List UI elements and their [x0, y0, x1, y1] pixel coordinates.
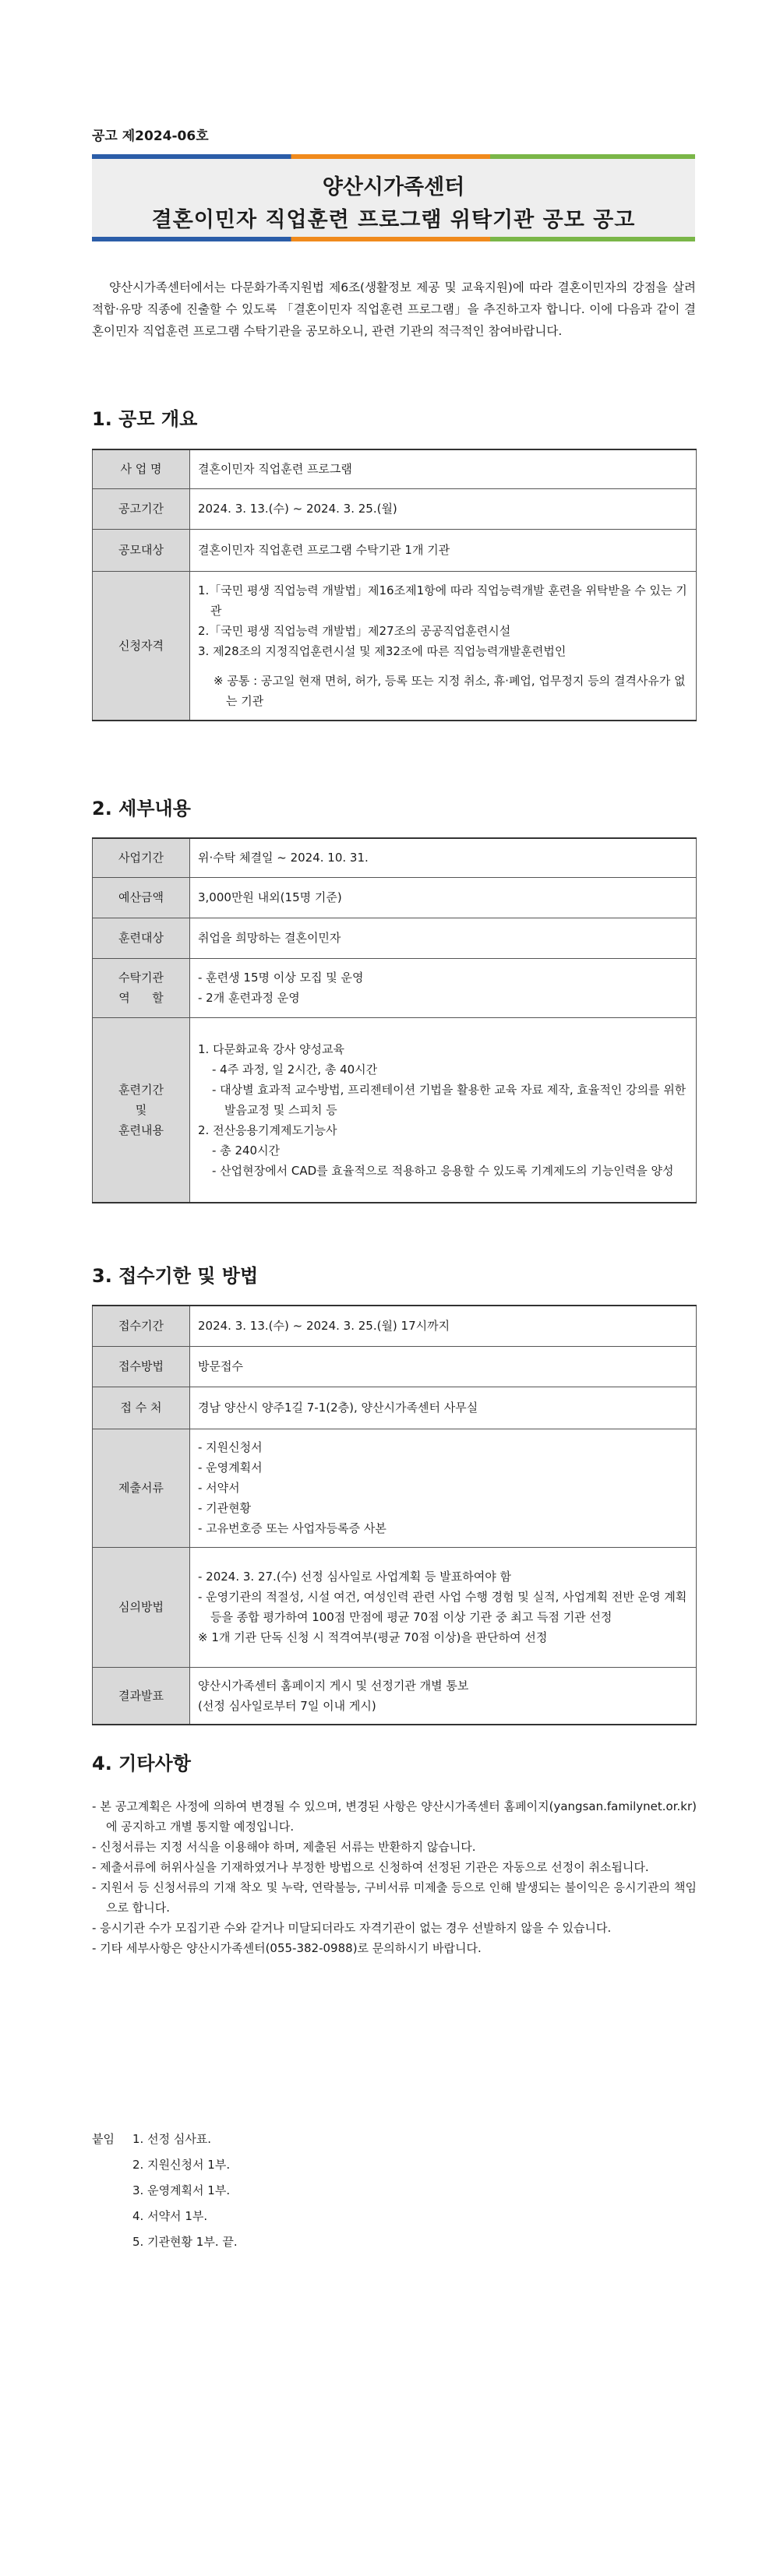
row-value — [190, 958, 697, 1017]
row-value — [190, 571, 697, 721]
result-line: (선정 심사일로부터 7일 이내 게시) — [198, 1698, 376, 1713]
row-label: 공모대상 — [93, 529, 190, 571]
table-row — [93, 449, 697, 488]
row-value: 2024. 3. 13.(수) ~ 2024. 3. 25.(월) — [190, 488, 697, 529]
table-row — [93, 1017, 697, 1203]
role-label-2: 역 할 — [118, 991, 164, 1005]
table-row — [93, 1306, 697, 1346]
table-row — [93, 529, 697, 571]
review-item: - 운영기관의 적절성, 시설 여건, 여성인력 관련 사업 수행 경험 및 실적, 사업계획 전반 운영 계획 등을 종합 평가하여 100점 만점에 평균 70점 이상 기관 중 최고 득점 기관 선정 — [198, 1590, 687, 1624]
table-row — [93, 1547, 697, 1667]
qual-item: 1.「국민 평생 직업능력 개발법」제16조제1항에 따라 직업능력개발 훈련을 위탁받을 수 있는 기관 — [198, 583, 687, 618]
title-box — [92, 154, 695, 241]
row-value — [190, 1667, 697, 1725]
row-value — [190, 1429, 697, 1547]
intro-paragraph: 양산시가족센터에서는 다문화가족지원법 제6조(생활정보 제공 및 교육지원)에 따라 결혼이민자의 강점을 살려 적합·유망 직종에 진출할 수 있도록 「결혼이민자 직업훈련 프로그램」을 추진하고자 합니다. 이에 다음과 같이 결혼이민자 직업훈련 프로그램 수탁기관을 공모하오니, 관련 기관의 적극적인 참여바랍니다. — [92, 280, 696, 338]
doc-item: - 고유번호증 또는 사업자등록증 사본 — [198, 1521, 386, 1535]
application-table — [92, 1305, 697, 1725]
attachment-item: 2. 지원신청서 1부. — [132, 2158, 231, 2172]
row-label — [93, 1017, 190, 1203]
row-label: 사업기간 — [93, 838, 190, 877]
etc-item: - 신청서류는 지정 서식을 이용해야 하며, 제출된 서류는 반환하지 않습니다. — [92, 1840, 476, 1854]
attachment-item: 1. 선정 심사표. — [132, 2132, 212, 2146]
result-line: 양산시가족센터 홈페이지 게시 및 선정기관 개별 통보 — [198, 1678, 469, 1693]
table-row — [93, 1667, 697, 1725]
doc-item: - 운영계획서 — [198, 1461, 263, 1475]
training-label-1: 훈련기간 — [118, 1082, 164, 1097]
training-label-2: 및 — [135, 1102, 147, 1117]
table-row — [93, 1346, 697, 1387]
etc-item: - 제출서류에 허위사실을 기재하였거나 부정한 방법으로 신청하여 선정된 기관은 자동으로 선정이 취소됩니다. — [92, 1860, 649, 1874]
training-label-3: 훈련내용 — [118, 1122, 164, 1137]
row-label: 훈련대상 — [93, 918, 190, 958]
row-label: 신청자격 — [93, 571, 190, 721]
row-value: 3,000만원 내외(15명 기준) — [190, 877, 697, 918]
training-course: 1. 다문화교육 강사 양성교육 — [198, 1041, 345, 1056]
row-label: 접 수 처 — [93, 1387, 190, 1429]
attachment-item: 3. 운영계획서 1부. — [132, 2183, 231, 2197]
doc-item: - 서약서 — [198, 1481, 240, 1495]
etc-item: - 지원서 등 신청서류의 기재 착오 및 누락, 연락불능, 구비서류 미제출 등으로 인해 발생되는 불이익은 응시기관의 책임으로 합니다. — [92, 1880, 697, 1915]
row-label — [93, 958, 190, 1017]
qual-item: 3. 제28조의 지정직업훈련시설 및 제32조에 따른 직업능력개발훈련법인 — [198, 643, 567, 658]
etc-item: - 기타 세부사항은 양산시가족센터(055-382-0988)로 문의하시기 바랍니다. — [92, 1941, 482, 1955]
details-table — [92, 837, 697, 1203]
section-1-title: 1. 공모 개요 — [92, 408, 198, 430]
row-label: 사 업 명 — [93, 449, 190, 488]
row-label: 결과발표 — [93, 1667, 190, 1725]
row-label: 접수방법 — [93, 1346, 190, 1387]
table-row — [93, 488, 697, 529]
training-course: 2. 전산응용기계제도기능사 — [198, 1122, 337, 1137]
row-value: 결혼이민자 직업훈련 프로그램 — [190, 449, 697, 488]
row-value: 취업을 희망하는 결혼이민자 — [190, 918, 697, 958]
attachment-item: 5. 기관현황 1부. 끝. — [132, 2235, 238, 2249]
notice-number: 공고 제2024-06호 — [92, 129, 209, 144]
row-label: 예산금액 — [93, 877, 190, 918]
attachment-item: 4. 서약서 1부. — [132, 2209, 208, 2223]
etc-list — [92, 1796, 697, 1958]
review-item: - 2024. 3. 27.(수) 선정 심사일로 사업계획 등 발표하여야 함 — [198, 1570, 511, 1584]
row-label: 제출서류 — [93, 1429, 190, 1547]
section-2-title: 2. 세부내용 — [92, 798, 191, 819]
doc-item: - 지원신청서 — [198, 1440, 263, 1454]
table-row — [93, 571, 697, 721]
title-bottom-bar — [92, 237, 695, 241]
role-label-1: 수탁기관 — [118, 971, 164, 985]
review-item: ※ 1개 기관 단독 신청 시 적격여부(평균 70점 이상)을 판단하여 선정 — [198, 1630, 548, 1644]
row-value: 위·수탁 체결일 ~ 2024. 10. 31. — [190, 838, 697, 877]
training-detail: - 산업현장에서 CAD를 효율적으로 적용하고 응용할 수 있도록 기계제도의 기능인력을 양성 — [212, 1163, 674, 1178]
training-detail: - 총 240시간 — [212, 1143, 281, 1158]
row-value — [190, 1547, 697, 1667]
table-row — [93, 918, 697, 958]
row-value: 결혼이민자 직업훈련 프로그램 수탁기관 1개 기관 — [190, 529, 697, 571]
table-row — [93, 958, 697, 1017]
training-detail: - 4주 과정, 일 2시간, 총 40시간 — [212, 1062, 378, 1077]
row-value: 2024. 3. 13.(수) ~ 2024. 3. 25.(월) 17시까지 — [190, 1306, 697, 1346]
role-item: - 2개 훈련과정 운영 — [198, 991, 300, 1005]
overview-table — [92, 449, 697, 721]
row-value: 경남 양산시 양주1길 7-1(2층), 양산시가족센터 사무실 — [190, 1387, 697, 1429]
section-3-title: 3. 접수기한 및 방법 — [92, 1265, 259, 1287]
role-item: - 훈련생 15명 이상 모집 및 운영 — [198, 971, 364, 985]
title-line-1: 양산시가족센터 — [322, 175, 465, 199]
row-label: 심의방법 — [93, 1547, 190, 1667]
attachment-lead: 붙임 — [92, 2132, 115, 2146]
title-line-2: 결혼이민자 직업훈련 프로그램 위탁기관 공모 공고 — [151, 208, 636, 232]
etc-item: - 응시기관 수가 모집기관 수와 같거나 미달되더라도 자격기관이 없는 경우 선발하지 않을 수 있습니다. — [92, 1921, 612, 1935]
section-4-title: 4. 기타사항 — [92, 1753, 191, 1774]
row-label: 접수기간 — [93, 1306, 190, 1346]
etc-item: - 본 공고계획은 사정에 의하여 변경될 수 있으며, 변경된 사항은 양산시가족센터 홈페이지(yangsan.familynet.or.kr)에 공지하고 개별 통지할 예정입니다. — [92, 1799, 697, 1834]
table-row — [93, 1429, 697, 1547]
training-detail: - 대상별 효과적 교수방법, 프리젠테이션 기법을 활용한 교육 자료 제작, 효율적인 강의를 위한 발음교정 및 스피치 등 — [212, 1082, 687, 1117]
row-value — [190, 1017, 697, 1203]
qual-item: 2.「국민 평생 직업능력 개발법」제27조의 공공직업훈련시설 — [198, 623, 511, 638]
doc-item: - 기관현황 — [198, 1501, 252, 1515]
row-value: 방문접수 — [190, 1346, 697, 1387]
table-row — [93, 1387, 697, 1429]
row-label: 공고기간 — [93, 488, 190, 529]
qual-note: ※ 공통 : 공고일 현재 면허, 허가, 등록 또는 지정 취소, 휴·폐업, 업무정지 등의 결격사유가 없는 기관 — [214, 673, 686, 708]
table-row — [93, 877, 697, 918]
table-row — [93, 838, 697, 877]
